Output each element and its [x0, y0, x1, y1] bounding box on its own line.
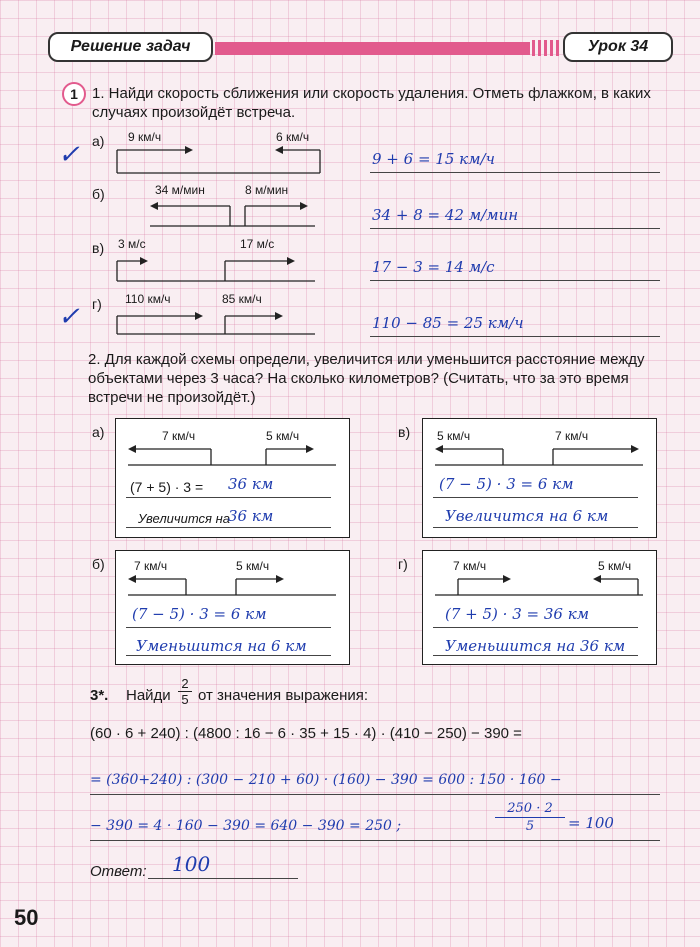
box-b-diagram [126, 575, 341, 597]
task2-text: 2. Для каждой схемы определи, увеличится или уменьшится расстояние между объектами через 3 часа? На сколько километров? (Считать, что за это время встречи не произойдёт.) [88, 351, 645, 406]
box-g-line1 [433, 627, 638, 628]
task3-fraction [178, 676, 192, 707]
lesson-pill [563, 32, 673, 62]
answer-label: Ответ: [90, 863, 147, 880]
box-b [115, 550, 350, 665]
box-v-line1 [433, 497, 638, 498]
task3-expression: (60 · 6 + 240) : (4800 : 16 − 6 · 35 + 15 · 4) · (410 − 250) − 390 = [90, 725, 522, 742]
row-a-check: ✓ [58, 140, 80, 170]
task3-fraction-den: 5 [181, 692, 189, 707]
task3-number: 3*. [90, 687, 109, 704]
box-a-printed-result: Увеличится на [138, 511, 230, 526]
answer-value: 100 [172, 852, 211, 876]
box-b-speed1: 7 км/ч [134, 559, 168, 573]
box-g-answer-expr: (7 + 5) · 3 = 36 км [445, 605, 590, 623]
box-v-line2 [433, 527, 638, 528]
row-b-diagram [150, 200, 330, 230]
box-a-printed-expr: (7 + 5) · 3 = [130, 479, 204, 495]
row-a-label: а) [92, 133, 105, 149]
row-d-label: г) [92, 296, 102, 312]
box-a [115, 418, 350, 538]
row-c-speed2: 17 м/с [240, 237, 275, 251]
box-g-answer-result: Уменьшится на 36 км [445, 637, 626, 655]
lesson-title: Урок 34 [587, 38, 649, 55]
row-d-check: ✓ [58, 302, 80, 332]
box-g-line2 [433, 655, 638, 656]
box-g [422, 550, 657, 665]
header-bar [215, 42, 530, 55]
task3-fraction-calc-bottom: 5 [525, 819, 535, 834]
row-b-label: б) [92, 186, 105, 202]
page-number: 50 [14, 905, 39, 930]
task3-text-after: от значения выражения: [198, 687, 369, 704]
row-b-answer-line [370, 228, 660, 229]
box-g-speed1: 7 км/ч [453, 559, 487, 573]
task-badge: 1 [62, 82, 86, 106]
box-b-line1 [126, 627, 331, 628]
row-c-speed1: 3 м/с [118, 237, 146, 251]
header-stripes [532, 40, 560, 56]
row-a-speed1: 9 км/ч [128, 130, 162, 144]
answer-line [148, 878, 298, 879]
box-g-label: г) [398, 556, 408, 572]
row-c-label: в) [92, 240, 105, 256]
row-c-diagram [115, 255, 325, 285]
box-g-speed2: 5 км/ч [598, 559, 632, 573]
task3-fraction-calc-result: = 100 [568, 814, 614, 832]
box-v-speed2: 7 км/ч [555, 429, 589, 443]
task3-solution-line2: − 390 = 4 · 160 − 390 = 640 − 390 = 250 ; [90, 818, 402, 834]
row-b-speed2: 8 м/мин [245, 183, 289, 197]
box-a-line2 [126, 527, 331, 528]
row-a-answer-line [370, 172, 660, 173]
box-a-line1 [126, 497, 331, 498]
box-v-label: в) [398, 424, 411, 440]
section-title-pill [48, 32, 213, 62]
task3-line2 [90, 840, 660, 841]
box-a-diagram [126, 445, 341, 467]
task3-fraction-num: 2 [178, 676, 192, 692]
task3-text-before: Найди [126, 687, 171, 704]
row-d-diagram [115, 310, 325, 340]
box-a-label: а) [92, 424, 105, 440]
row-c-answer-line [370, 280, 660, 281]
box-b-label: б) [92, 556, 105, 572]
row-a-speed2: 6 км/ч [276, 130, 310, 144]
box-b-line2 [126, 655, 331, 656]
row-d-speed1: 110 км/ч [125, 292, 171, 306]
box-a-answer-expr: 36 км [228, 475, 274, 493]
box-v [422, 418, 657, 538]
row-b-answer: 34 + 8 = 42 м/мин [372, 206, 519, 224]
box-a-speed1: 7 км/ч [162, 429, 196, 443]
row-c-answer: 17 − 3 = 14 м/с [372, 258, 495, 276]
box-v-answer-result: Увеличится на 6 км [445, 507, 609, 525]
box-v-answer-expr: (7 − 5) · 3 = 6 км [439, 475, 574, 493]
row-d-speed2: 85 км/ч [222, 292, 262, 306]
task3-fraction-calc [495, 800, 565, 835]
task3-fraction-calc-top: 250 · 2 [495, 800, 565, 818]
box-v-diagram [433, 445, 648, 467]
box-b-answer-expr: (7 − 5) · 3 = 6 км [132, 605, 267, 623]
row-d-answer: 110 − 85 = 25 км/ч [372, 314, 524, 332]
task1-text: 1. Найди скорость сближения или скорость удаления. Отметь флажком, в каких случаях произойдёт встреча. [92, 85, 651, 121]
section-title: Решение задач [70, 38, 191, 55]
box-b-speed2: 5 км/ч [236, 559, 270, 573]
box-v-speed1: 5 км/ч [437, 429, 471, 443]
row-d-answer-line [370, 336, 660, 337]
box-a-speed2: 5 км/ч [266, 429, 300, 443]
box-b-answer-result: Уменьшится на 6 км [136, 637, 307, 655]
row-a-diagram [115, 145, 325, 175]
row-a-answer: 9 + 6 = 15 км/ч [372, 150, 495, 168]
row-b-speed1: 34 м/мин [155, 183, 205, 197]
box-a-answer-result: 36 км [228, 507, 274, 525]
box-g-diagram [433, 575, 648, 597]
task3-solution-line1: = (360+240) : (300 − 210 + 60) · (160) − 390 = 600 : 150 · 160 − [90, 772, 562, 788]
task3-line1 [90, 794, 660, 795]
